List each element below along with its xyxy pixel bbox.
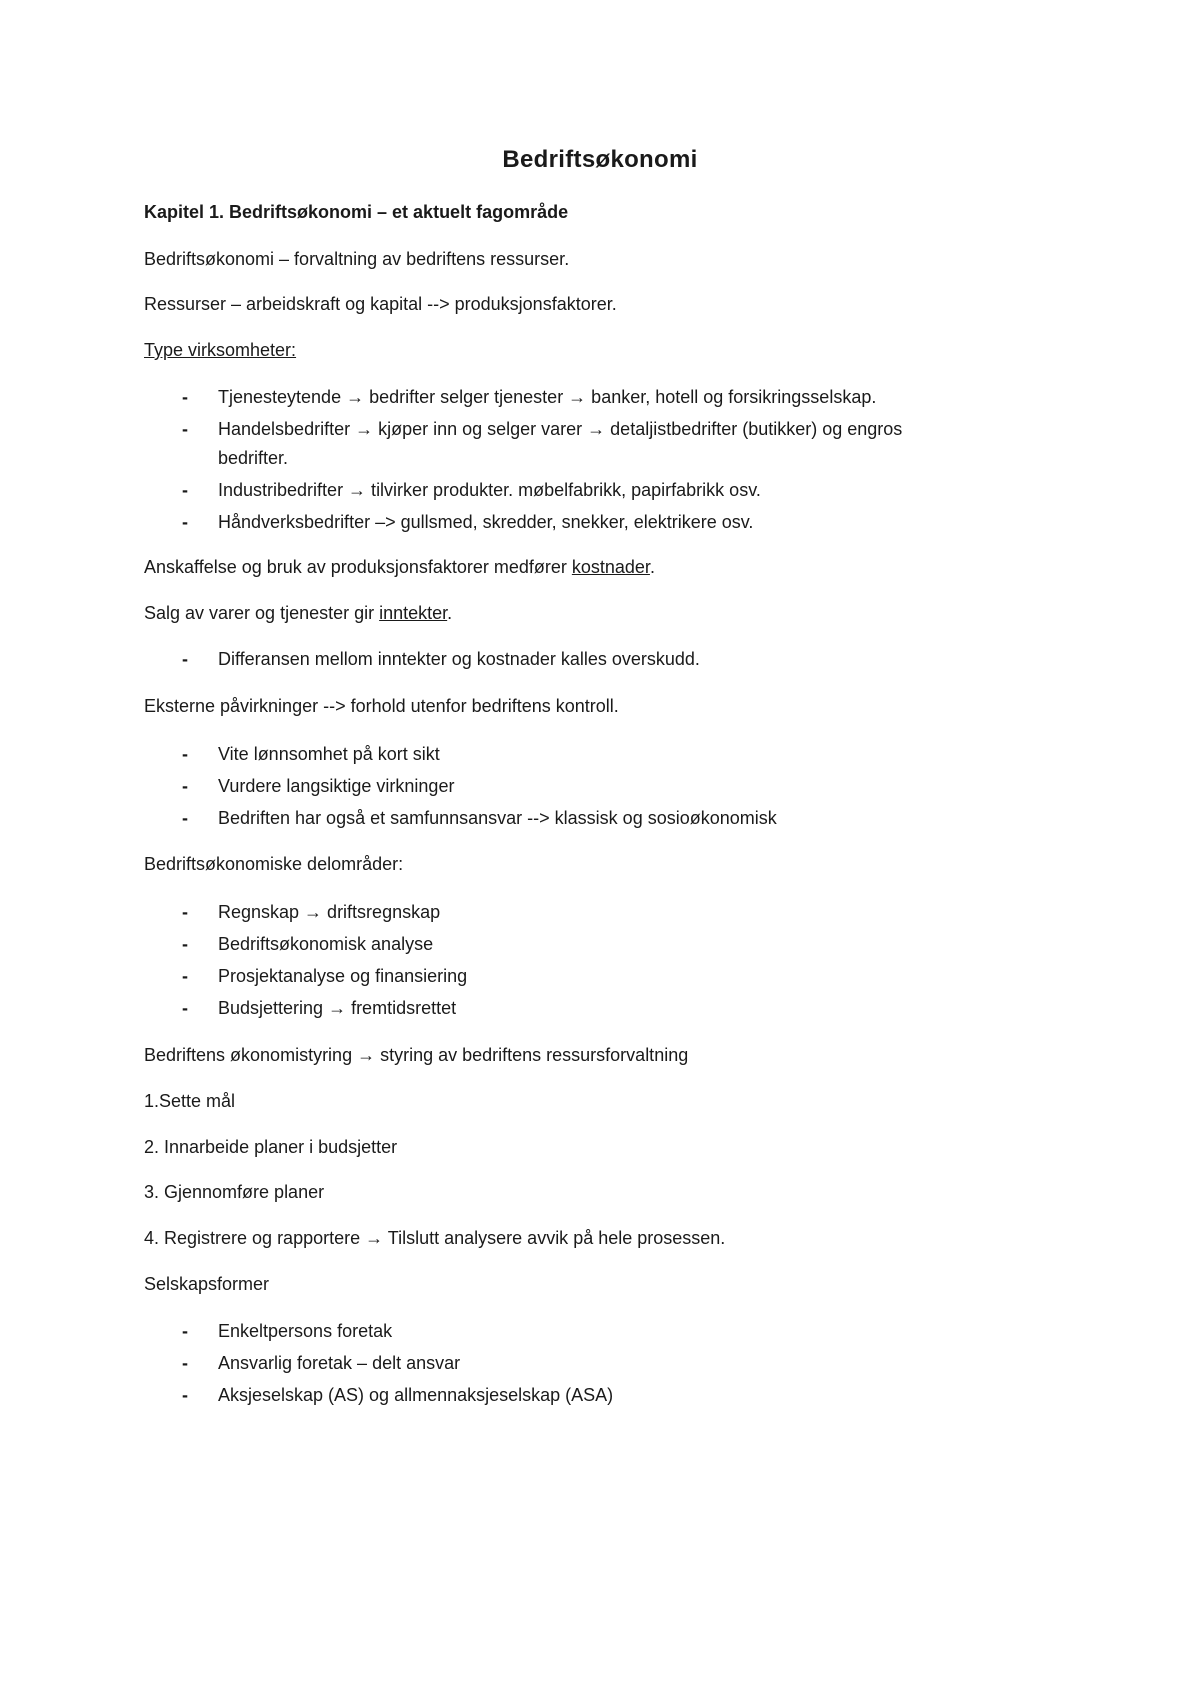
paragraph-income-text: Salg av varer og tjenester gir [144,603,380,623]
paragraph-management: Bedriftens økonomistyring → styring av bedriftens ressursforvaltning [144,1045,689,1065]
list-item-text: Ansvarlig foretak – delt ansvar [218,1353,461,1373]
paragraph-resources: Ressurser – arbeidskraft og kapital --> produksjonsfaktorer. [144,294,617,314]
bullet-dash: - [182,744,188,764]
bullet-dash: - [182,419,188,439]
list-item-text: Budsjettering → fremtidsrettet [218,998,457,1018]
list-item-text: Differansen mellom inntekter og kostnader kalles overskudd. [218,649,700,669]
paragraph-company-forms: Selskapsformer [144,1274,270,1294]
document-title: Bedriftsøkonomi [502,146,698,173]
list-item-text: Bedriftsøkonomisk analyse [218,934,434,954]
list-item-text: Bedriften har også et samfunnsansvar --> klassisk og sosioøkonomisk [218,808,777,828]
paragraph-costs [144,555,655,579]
step-item: 2. Innarbeide planer i budsjetter [144,1137,398,1157]
income-term: inntekter [379,603,448,623]
paragraph-income [144,601,452,625]
list-item-text: Handelsbedrifter → kjøper inn og selger varer → detaljistbedrifter (butikker) og engros [218,419,903,439]
costs-term: kostnader [571,557,650,577]
bullet-dash: - [182,512,188,532]
list-item-text: Vurdere langsiktige virkninger [218,776,455,796]
bullet-dash: - [182,1385,188,1405]
list-item-text-continuation: bedrifter. [218,448,289,468]
bullet-dash: - [182,1321,188,1341]
bullet-dash: - [182,902,188,922]
bullet-dash: - [182,1353,188,1373]
list-item-text: Tjenesteytende → bedrifter selger tjenester → banker, hotell og forsikringsselskap. [218,387,877,407]
paragraph-definition: Bedriftsøkonomi – forvaltning av bedriftens ressurser. [144,249,570,269]
list-item-text: Industribedrifter → tilvirker produkter. møbelfabrikk, papirfabrikk osv. [218,480,761,500]
chapter-heading: Kapitel 1. Bedriftsøkonomi – et aktuelt fagområde [144,202,569,222]
paragraph-subareas: Bedriftsøkonomiske delområder: [144,854,404,874]
step-item: 4. Registrere og rapportere → Tilslutt analysere avvik på hele prosessen. [144,1228,726,1248]
list-item-text: Enkeltpersons foretak [218,1321,393,1341]
bullet-dash: - [182,934,188,954]
bullet-dash: - [182,808,188,828]
paragraph-costs-text: Anskaffelse og bruk av produksjonsfaktorer medfører [144,557,572,577]
bullet-dash: - [182,998,188,1018]
bullet-dash: - [182,776,188,796]
list-item-text: Aksjeselskap (AS) og allmennaksjeselskap (ASA) [218,1385,614,1405]
step-item: 1.Sette mål [144,1091,236,1111]
paragraph-income-end: . [447,603,453,623]
list-item-text: Prosjektanalyse og finansiering [218,966,468,986]
paragraph-costs-end: . [649,557,655,577]
bullet-dash: - [182,966,188,986]
paragraph-external: Eksterne påvirkninger --> forhold utenfor bedriftens kontroll. [144,696,619,716]
bullet-dash: - [182,387,188,407]
list-item-text: Regnskap → driftsregnskap [218,902,441,922]
list-item-text: Håndverksbedrifter –> gullsmed, skredder, snekker, elektrikere osv. [218,512,754,532]
list-item-text: Vite lønnsomhet på kort sikt [218,744,440,764]
bullet-dash: - [182,649,188,669]
bullet-dash: - [182,480,188,500]
step-item: 3. Gjennomføre planer [144,1182,325,1202]
type-heading: Type virksomheter: [144,340,297,360]
